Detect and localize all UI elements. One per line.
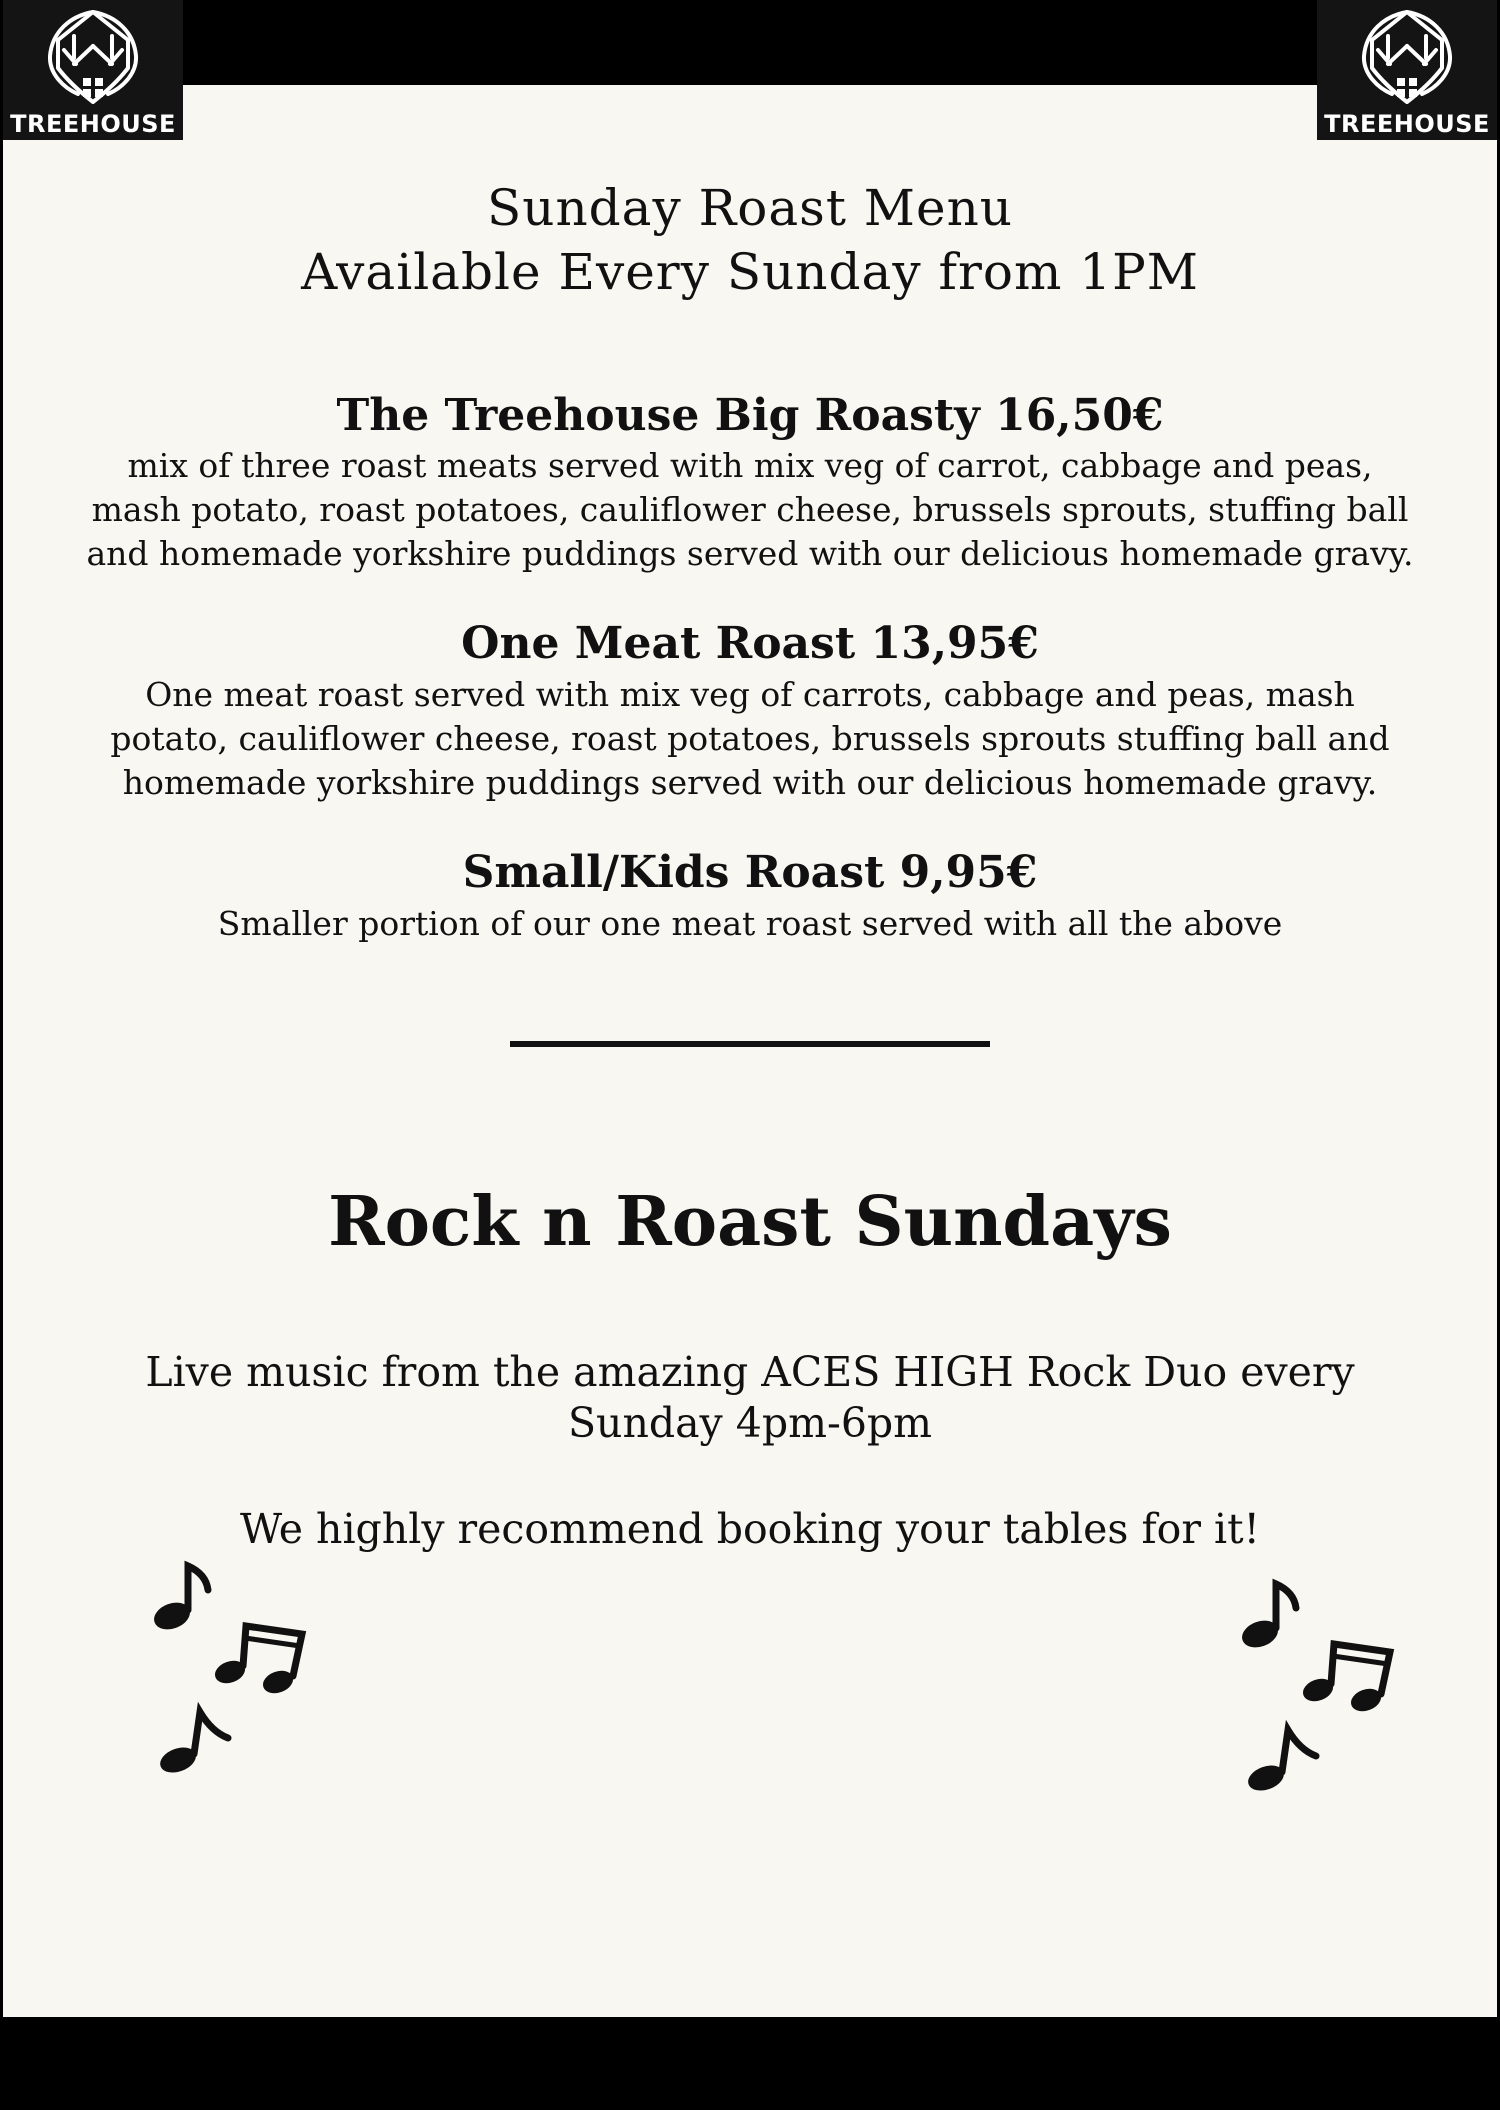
menu-item-title: One Meat Roast 13,95€ bbox=[461, 618, 1039, 669]
event-title: Rock n Roast Sundays bbox=[328, 1182, 1172, 1262]
treehouse-logo-right bbox=[1317, 0, 1497, 140]
music-notes-icon bbox=[1238, 1578, 1398, 1798]
logo-text: TREEHOUSE bbox=[1324, 110, 1490, 138]
page-subtitle: Available Every Sunday from 1PM bbox=[301, 243, 1199, 301]
page-title: Sunday Roast Menu bbox=[486, 179, 1013, 237]
event-line: Live music from the amazing ACES HIGH Rock Duo every bbox=[145, 1348, 1355, 1396]
menu-item-title: Small/Kids Roast 9,95€ bbox=[462, 847, 1038, 898]
menu-item-desc-line: mix of three roast meats served with mix veg of carrot, cabbage and peas, bbox=[127, 446, 1373, 485]
menu-item-desc-line: Smaller portion of our one meat roast served with all the above bbox=[217, 904, 1283, 943]
event-line: Sunday 4pm-6pm bbox=[567, 1399, 933, 1447]
section-divider bbox=[510, 1041, 990, 1047]
menu-item-desc-line: One meat roast served with mix veg of carrots, cabbage and peas, mash bbox=[145, 675, 1355, 714]
menu-item-desc-line: and homemade yorkshire puddings served with our delicious homemade gravy. bbox=[86, 534, 1414, 573]
top-border bbox=[0, 0, 1500, 85]
event-note: We highly recommend booking your tables for it! bbox=[239, 1505, 1261, 1553]
bottom-border bbox=[0, 2017, 1500, 2110]
treehouse-logo-left bbox=[3, 0, 183, 140]
menu-item-desc-line: mash potato, roast potatoes, cauliflower cheese, brussels sprouts, stuffing ball bbox=[91, 490, 1409, 529]
menu-item-desc-line: homemade yorkshire puddings served with our delicious homemade gravy. bbox=[122, 763, 1378, 802]
menu-item-title: The Treehouse Big Roasty 16,50€ bbox=[336, 390, 1164, 441]
treehouse-logo-icon bbox=[1344, 6, 1470, 110]
menu-item-desc-line: potato, cauliflower cheese, roast potatoes, brussels sprouts stuffing ball and bbox=[110, 719, 1390, 758]
music-notes-icon bbox=[150, 1560, 310, 1780]
treehouse-logo-icon bbox=[30, 6, 156, 110]
logo-text: TREEHOUSE bbox=[10, 110, 176, 138]
